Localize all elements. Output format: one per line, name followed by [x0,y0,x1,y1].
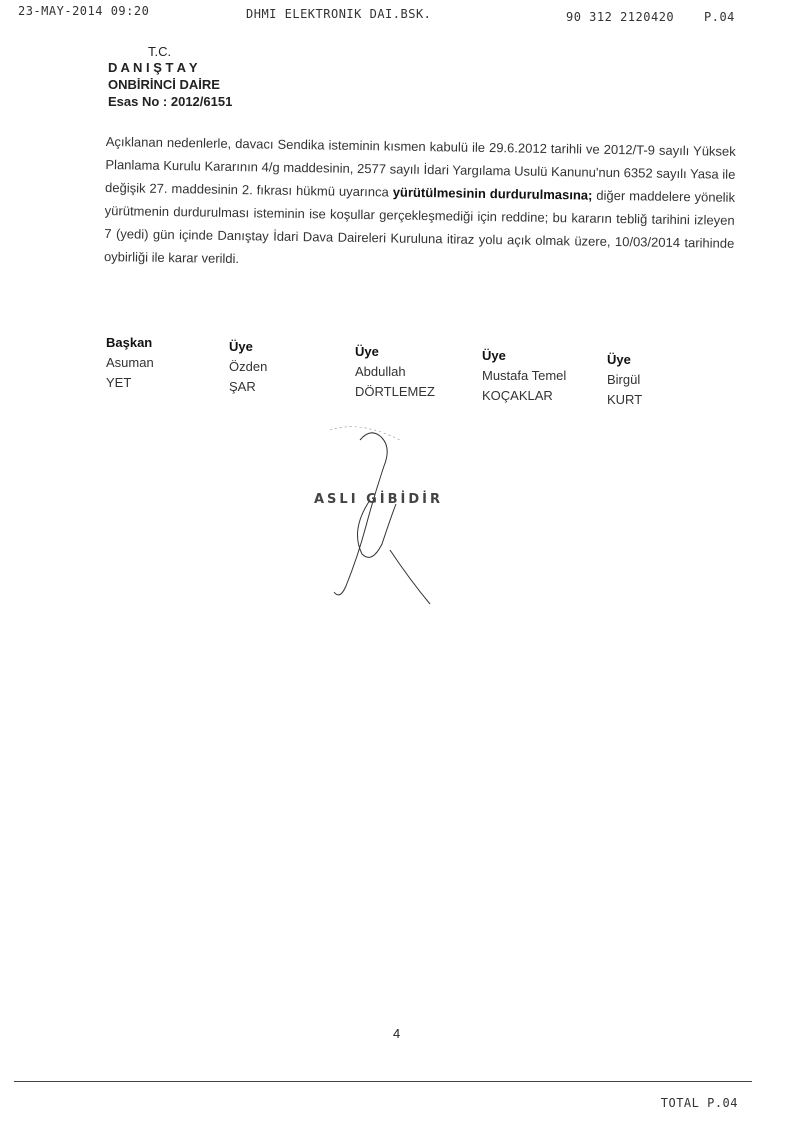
fax-total-pages: TOTAL P.04 [660,1096,738,1110]
signature-scribble [300,410,460,610]
fax-page: P.04 [704,10,735,24]
fax-datetime: 23-MAY-2014 09:20 [18,4,150,18]
member-4 [607,350,642,410]
member-president [106,333,154,393]
letterhead-tc: T.C. [148,44,172,59]
member-last-name: YET [106,375,132,390]
member-3 [482,346,566,406]
fax-sender: DHMI ELEKTRONIK DAI.BSK. [246,7,432,21]
member-first-name: Birgül [607,372,641,387]
fax-phone: 90 312 2120420 [566,10,675,24]
member-role: Üye [229,339,253,354]
member-last-name: ŞAR [229,379,256,394]
footer-divider [14,1081,752,1082]
member-last-name: KURT [607,392,643,407]
member-role: Üye [355,344,379,359]
member-1 [229,337,267,397]
case-number: Esas No : 2012/6151 [108,94,233,109]
decision-text-bold: yürütülmesinin durdurulmasına; [392,184,593,203]
member-role: Üye [607,352,631,367]
decision-text [104,130,736,278]
member-role: Başkan [106,335,153,350]
member-role: Üye [482,348,506,363]
member-last-name: KOÇAKLAR [482,388,553,403]
member-2 [355,342,435,402]
member-last-name: DÖRTLEMEZ [355,384,435,399]
decision-text-part2: diğer maddelere yönelik yürütmenin durdurulması isteminin ise koşullar gerçekleşmediği için reddine; bu kararın tebliğ tarihini izleyen 7 (yedi) gün içinde Danıştay İdari Dava Daireleri Kuruluna itiraz yolu açık olmak üzere, 10/03/2014 tarihinde oybirliği ile karar verildi. [103,187,736,267]
member-first-name: Abdullah [355,364,406,379]
page-number: 4 [393,1026,401,1041]
member-first-name: Mustafa Temel [482,368,567,383]
letterhead-danistay: D A N I Ş T A Y [108,60,198,75]
decision-text-part1: Açıklanan nedenlerle, davacı Sendika isteminin kısmen kabulü ile 29.6.2012 tarihli ve 2012/T-9 sayılı Yüksek Planlama Kurulu Kararının 4/g maddesinin, 2577 sayılı İdari Yargılama Usulü Kanunu'nun 6352 sayılı Yasa ile değişik 27. maddesinin 2. fıkrası hükmü uyarınca [104,133,736,200]
member-first-name: Asuman [106,355,154,370]
certified-copy-stamp: ASLI GİBİDİR [314,492,443,507]
letterhead-chamber: ONBİRİNCİ DAİRE [108,77,220,92]
member-first-name: Özden [229,359,268,374]
